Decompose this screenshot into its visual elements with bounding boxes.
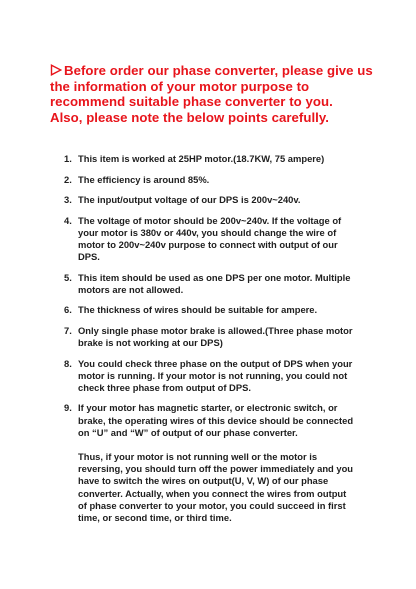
- note-item: [64, 153, 384, 165]
- note-item: [64, 304, 384, 316]
- note-number: 6.: [64, 304, 72, 316]
- note-number: 7.: [64, 324, 72, 336]
- note-number: 4.: [64, 214, 72, 226]
- intro-line: Also, please note the below points carefully.: [50, 109, 329, 125]
- note-item: [64, 215, 384, 264]
- note-number: 9.: [64, 402, 72, 414]
- closing-line: of phase converter to your motor, you could succeed in first: [78, 499, 346, 511]
- note-line: The thickness of wires should be suitable for ampere.: [78, 304, 318, 316]
- note-number: 5.: [64, 271, 72, 283]
- note-number: 2.: [64, 173, 72, 185]
- note-line: your motor is 380v or 440v, you should change the wire of: [78, 226, 337, 238]
- note-line: check three phase from output of DPS.: [78, 381, 251, 393]
- note-item: [64, 174, 384, 186]
- closing-paragraph: [78, 451, 384, 524]
- triangle-arrow-icon: [50, 64, 62, 76]
- closing-line: converter. Actually, when you connect the wires from output: [78, 487, 347, 499]
- note-line: The input/output voltage of our DPS is 200v~240v.: [78, 194, 301, 205]
- intro-line: recommend suitable phase converter to you.: [50, 94, 333, 109]
- note-line: DPS.: [78, 251, 100, 263]
- intro-notice: [50, 63, 410, 125]
- note-item: [64, 194, 384, 206]
- note-item: [64, 402, 384, 524]
- closing-line: reversing, you should turn off the power immediately and you: [78, 463, 354, 475]
- note-line: This item should be used as one DPS per one motor. Multiple: [78, 271, 351, 283]
- note-line: brake, the operating wires of this device should be connected: [78, 414, 354, 426]
- note-line: motors are not allowed.: [78, 283, 184, 295]
- note-line: The voltage of motor should be 200v~240v. If the voltage of: [78, 214, 342, 226]
- note-item: [64, 325, 384, 349]
- note-line: If your motor has magnetic starter, or electronic switch, or: [78, 402, 338, 414]
- note-line: brake is not working at our DPS): [78, 337, 223, 349]
- intro-line-text: Before order our phase converter, please give us: [64, 63, 373, 78]
- intro-line: [50, 63, 410, 79]
- note-line: Only single phase motor brake is allowed.(Three phase motor: [78, 324, 353, 336]
- note-line: This item is worked at 25HP motor.(18.7KW, 75 ampere): [78, 153, 325, 164]
- note-line: motor to 200v~240v purpose to connect with output of our: [78, 238, 338, 250]
- intro-line: the information of your motor purpose to: [50, 78, 310, 94]
- note-number: 1.: [64, 153, 72, 164]
- note-line: The efficiency is around 85%.: [78, 173, 210, 185]
- closing-line: Thus, if your motor is not running well or the motor is: [78, 451, 318, 463]
- note-line: on “U” and “W” of output of our phase converter.: [78, 426, 298, 438]
- note-item: [64, 272, 384, 296]
- note-item: [64, 358, 384, 395]
- note-line: motor is running. If your motor is not running, you could not: [78, 369, 348, 381]
- note-number: 8.: [64, 357, 72, 369]
- note-line: You could check three phase on the output of DPS when your: [78, 357, 353, 369]
- closing-line: have to switch the wires on output(U, V, W) of our phase: [78, 475, 329, 487]
- note-number: 3.: [64, 194, 72, 205]
- closing-line: time, or second time, or third time.: [78, 512, 232, 524]
- notes-list: [64, 153, 384, 533]
